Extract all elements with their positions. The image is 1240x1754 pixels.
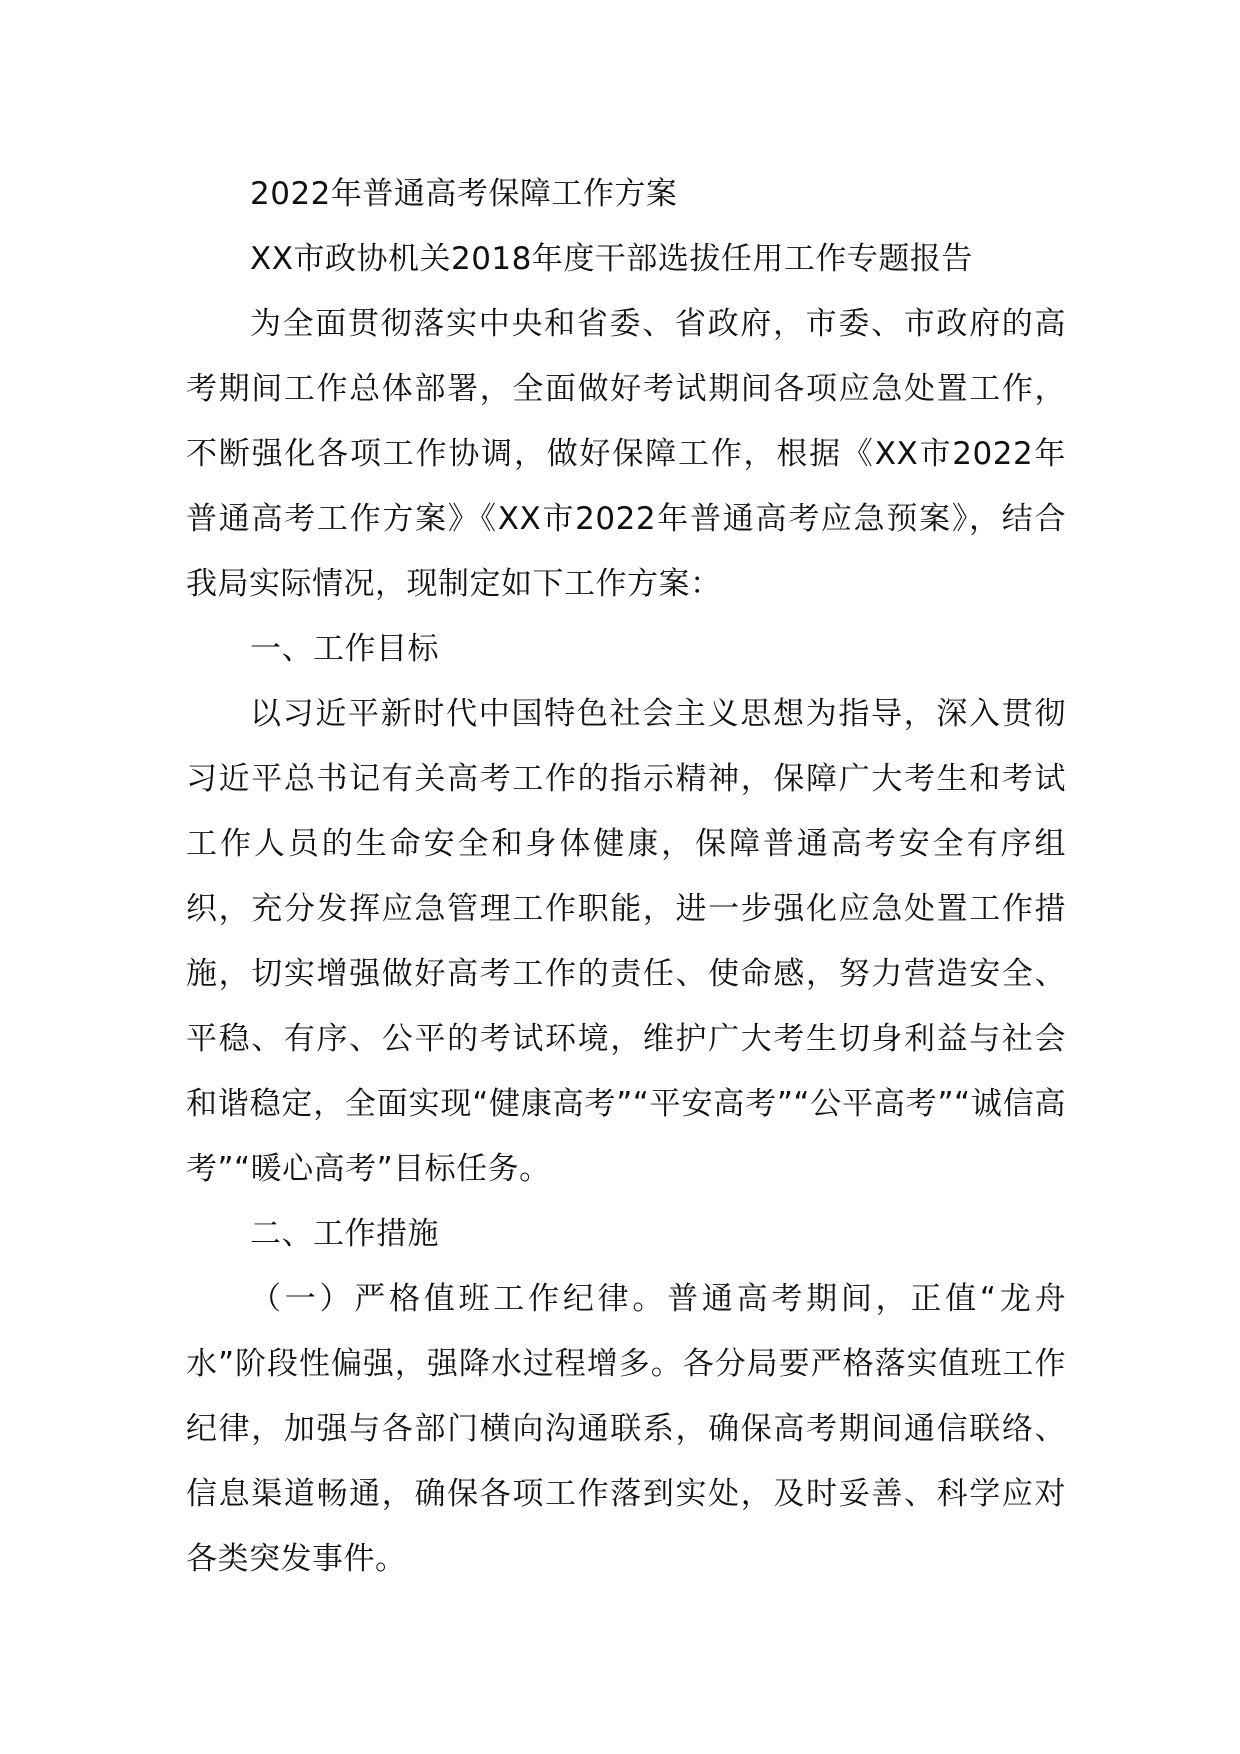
- document-title: 2022年普通高考保障工作方案: [250, 176, 678, 212]
- section-heading-measures: 二、工作措施: [250, 1216, 439, 1252]
- paragraph-measure-1: （一）严格值班工作纪律。普通高考期间，正值“龙舟水”阶段性偏强，强降水过程增多。各分局要严格落实值班工作纪律，加强与各部门横向沟通联系，确保高考期间通信联络、信息渠道畅通，确保各项工作落到实处，及时妥善、科学应对各类突发事件。: [186, 1281, 1066, 1577]
- paragraph-intro: 为全面贯彻落实中央和省委、省政府，市委、市政府的高考期间工作总体部署，全面做好考试期间各项应急处置工作，不断强化各项工作协调，做好保障工作，根据《XX市2022年普通高考工作方案》《XX市2022年普通高考应急预案》，结合我局实际情况，现制定如下工作方案：: [186, 306, 1066, 602]
- document-subtitle: XX市政协机关2018年度干部选拔任用工作专题报告: [250, 241, 973, 277]
- paragraph-goals: 以习近平新时代中国特色社会主义思想为指导，深入贯彻习近平总书记有关高考工作的指示精神，保障广大考生和考试工作人员的生命安全和身体健康，保障普通高考安全有序组织，充分发挥应急管理工作职能，进一步强化应急处置工作措施，切实增强做好高考工作的责任、使命感，努力营造安全、平稳、有序、公平的考试环境，维护广大考生切身利益与社会和谐稳定，全面实现“健康高考”“平安高考”“公平高考”“诚信高考”“暖心高考”目标任务。: [186, 696, 1066, 1187]
- document-body: [186, 162, 1066, 1592]
- section-heading-goals: 一、工作目标: [250, 631, 439, 667]
